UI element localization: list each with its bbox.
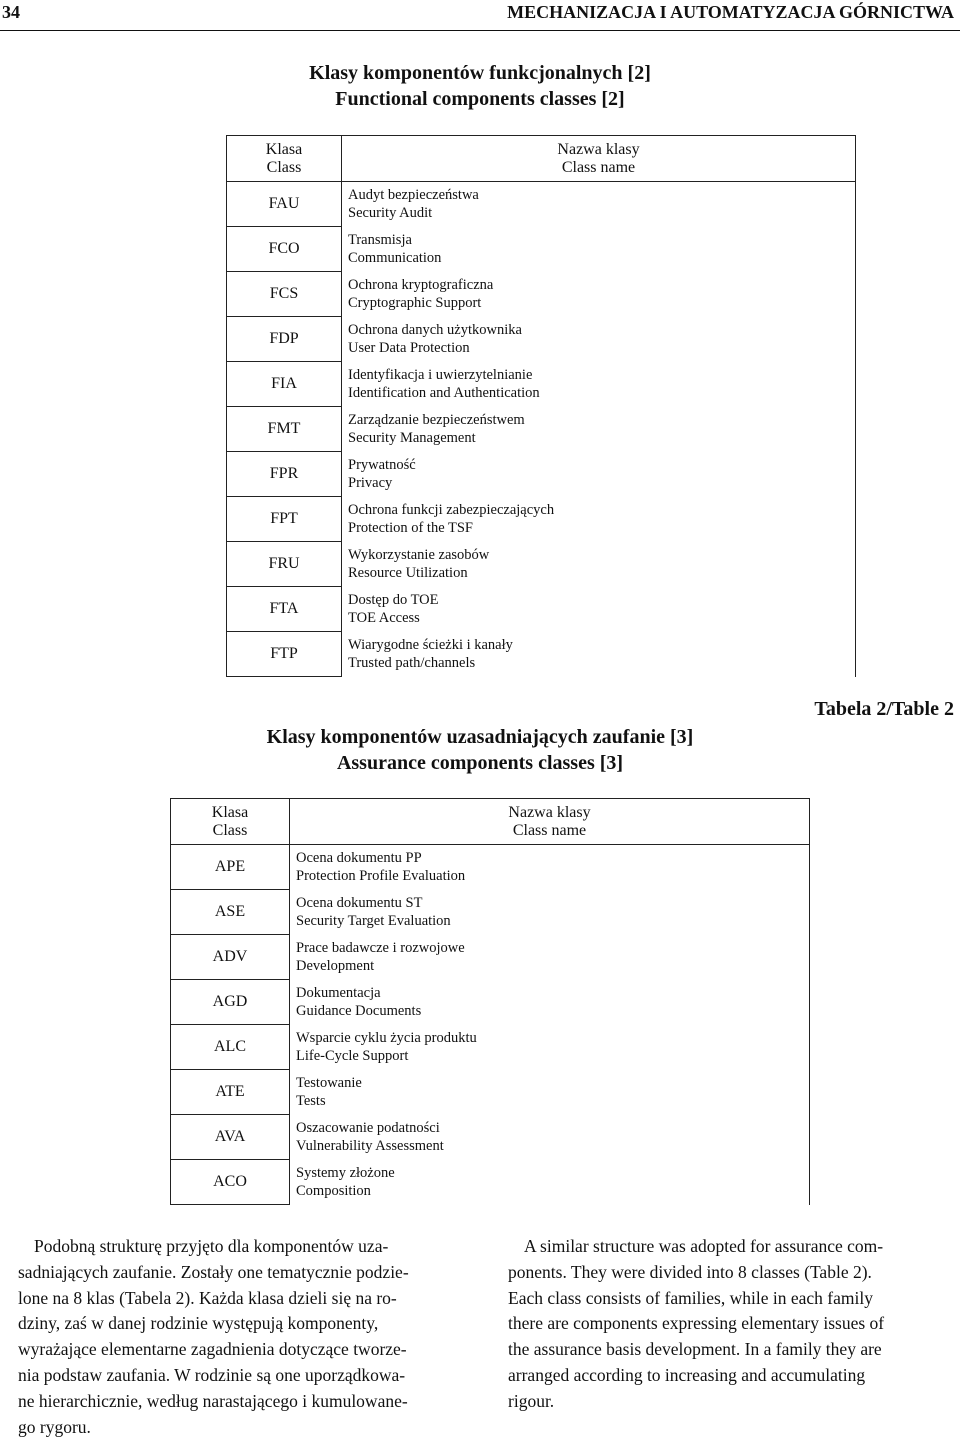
class-name-pl: Ochrona kryptograficzna (348, 277, 494, 293)
paragraph-line: ponents. They were divided into 8 classes (Table 2). (508, 1261, 872, 1282)
class-name-en: Cryptographic Support (348, 295, 482, 311)
class-name-pl: Wiarygodne ścieżki i kanały (348, 637, 513, 653)
table-row (227, 227, 856, 272)
table-row (227, 182, 856, 227)
class-name (290, 1160, 810, 1205)
table-row (171, 935, 810, 980)
class-name-en: Tests (296, 1093, 326, 1109)
class-name-pl: Prywatność (348, 457, 416, 473)
class-name (342, 497, 856, 542)
class-name-en: Composition (296, 1183, 371, 1199)
class-name-en: Security Management (348, 430, 476, 446)
class-name (342, 272, 856, 317)
table-row (227, 362, 856, 407)
class-code: FRU (227, 542, 342, 587)
class-name-pl: Zarządzanie bezpieczeństwem (348, 412, 525, 428)
table-row (171, 1115, 810, 1160)
class-name (342, 632, 856, 677)
class-name-en: TOE Access (348, 610, 420, 626)
page-number: 34 (2, 2, 20, 22)
class-code: FIA (227, 362, 342, 407)
table-row (227, 632, 856, 677)
page-header (0, 0, 960, 30)
class-code: ATE (171, 1070, 290, 1115)
class-name (290, 845, 810, 890)
paragraph-line: rigour. (508, 1390, 555, 1411)
class-name (342, 587, 856, 632)
class-code: FMT (227, 407, 342, 452)
class-code: FTP (227, 632, 342, 677)
class-code: FPR (227, 452, 342, 497)
paragraph-polish (18, 1234, 442, 1440)
class-name-column-header: Nazwa klasy Class name (342, 136, 856, 182)
class-name-en: Protection Profile Evaluation (296, 868, 466, 885)
class-name-pl: Ocena dokumentu PP (296, 850, 422, 867)
class-name-pl: Dokumentacja (296, 985, 381, 1001)
class-name-pl: Wsparcie cyklu życia produktu (296, 1030, 477, 1046)
class-name (342, 542, 856, 587)
class-code: ALC (171, 1025, 290, 1070)
class-name-en: Guidance Documents (296, 1003, 422, 1019)
class-name-pl: Audyt bezpieczeństwa (348, 187, 479, 204)
class-name-en: Protection of the TSF (348, 520, 473, 536)
paragraph-line: there are components expressing elementary issues of (508, 1313, 885, 1334)
paragraph-line: the assurance basis development. In a family they are (508, 1339, 882, 1360)
class-name (290, 1070, 810, 1115)
class-name-en: User Data Protection (348, 340, 470, 356)
class-name (290, 980, 810, 1025)
class-name-en: Resource Utilization (348, 565, 468, 581)
class-name (290, 935, 810, 980)
assurance-classes-table (170, 798, 810, 1205)
paragraph-line: A similar structure was adopted for assurance com- (524, 1236, 884, 1256)
paragraph-line: nia podstaw zaufania. W rodzinie są one uporządkowa- (18, 1364, 406, 1385)
class-name (342, 182, 856, 227)
paragraph-line: lone na 8 klas (Tabela 2). Każda klasa dzieli się na ro- (18, 1287, 397, 1308)
table-row (227, 272, 856, 317)
class-name-pl: Transmisja (348, 232, 412, 248)
table1-title-pl: Klasy komponentów funkcjonalnych [2] (309, 62, 651, 84)
table1-title (0, 60, 960, 112)
class-name (342, 407, 856, 452)
class-column-header: Klasa Class (171, 799, 290, 845)
class-code: FTA (227, 587, 342, 632)
class-name-pl: Systemy złożone (296, 1165, 395, 1181)
paragraph-line: Podobną strukturę przyjęto dla komponentów uza- (34, 1236, 389, 1256)
table-row (171, 845, 810, 890)
class-name-en: Security Target Evaluation (296, 913, 451, 929)
header-rule (0, 30, 960, 31)
table-row (227, 542, 856, 587)
table-row (171, 1160, 810, 1205)
class-name-en: Life-Cycle Support (296, 1048, 409, 1064)
class-name-en: Communication (348, 250, 442, 266)
class-name-pl: Wykorzystanie zasobów (348, 547, 490, 563)
class-name (342, 317, 856, 362)
class-name-pl: Ochrona funkcji zabezpieczających (348, 502, 555, 518)
paragraph-line: go rygoru. (18, 1416, 91, 1437)
paragraph-line: dziny, zaś w danej rodzinie występują komponenty, (18, 1313, 379, 1334)
class-code: FCO (227, 227, 342, 272)
class-code: FPT (227, 497, 342, 542)
class-code: AVA (171, 1115, 290, 1160)
class-code: ADV (171, 935, 290, 980)
class-code: FCS (227, 272, 342, 317)
table-row (227, 497, 856, 542)
paragraph-english (508, 1234, 958, 1415)
class-name-pl: Oszacowanie podatności (296, 1120, 440, 1136)
class-name-en: Security Audit (348, 205, 433, 222)
table-label: Tabela 2/Table 2 (814, 698, 954, 720)
class-name (290, 890, 810, 935)
class-name-pl: Ochrona danych użytkownika (348, 322, 522, 338)
table-row (171, 1070, 810, 1115)
class-name (342, 227, 856, 272)
table2-title (0, 724, 960, 776)
class-code: ASE (171, 890, 290, 935)
table1-title-en: Functional components classes [2] (335, 88, 625, 110)
class-code: APE (171, 845, 290, 890)
class-name (342, 362, 856, 407)
class-name (290, 1115, 810, 1160)
class-code: FDP (227, 317, 342, 362)
class-name-en: Identification and Authentication (348, 385, 540, 401)
journal-title: MECHANIZACJA I AUTOMATYZACJA GÓRNICTWA (507, 2, 954, 22)
class-name (342, 452, 856, 497)
class-name-en: Trusted path/channels (348, 655, 476, 671)
table-row (171, 890, 810, 935)
table-row (227, 317, 856, 362)
class-name-pl: Identyfikacja i uwierzytelnianie (348, 367, 533, 383)
table2-title-en: Assurance components classes [3] (336, 752, 624, 774)
class-code: AGD (171, 980, 290, 1025)
table-row (227, 587, 856, 632)
class-name-pl: Prace badawcze i rozwojowe (296, 940, 465, 956)
table2-title-pl: Klasy komponentów uzasadniających zaufanie [3] (266, 726, 694, 748)
class-name-column-header: Nazwa klasy Class name (290, 799, 810, 845)
paragraph-line: ne hierarchicznie, według narastającego i kumulowane- (18, 1390, 408, 1411)
table-row (171, 1025, 810, 1070)
class-name-en: Vulnerability Assessment (296, 1138, 444, 1154)
paragraph-line: Each class consists of families, while in each family (508, 1287, 873, 1308)
class-column-header: Klasa Class (227, 136, 342, 182)
class-name-en: Development (296, 958, 375, 974)
functional-classes-table (226, 135, 856, 677)
table-row (227, 452, 856, 497)
class-name-pl: Dostęp do TOE (348, 592, 439, 608)
paragraph-line: arranged according to increasing and accumulating (508, 1364, 866, 1385)
table-row (227, 407, 856, 452)
class-code: ACO (171, 1160, 290, 1205)
class-name (290, 1025, 810, 1070)
table-row (171, 980, 810, 1025)
paragraph-line: sadniających zaufanie. Zostały one tematycznie podzie- (18, 1261, 409, 1282)
class-name-en: Privacy (348, 475, 393, 491)
paragraph-line: wyrażające elementarne zagadnienia dotyczące tworze- (18, 1339, 407, 1360)
class-name-pl: Testowanie (296, 1075, 362, 1091)
class-code: FAU (227, 182, 342, 227)
class-name-pl: Ocena dokumentu ST (296, 895, 423, 911)
